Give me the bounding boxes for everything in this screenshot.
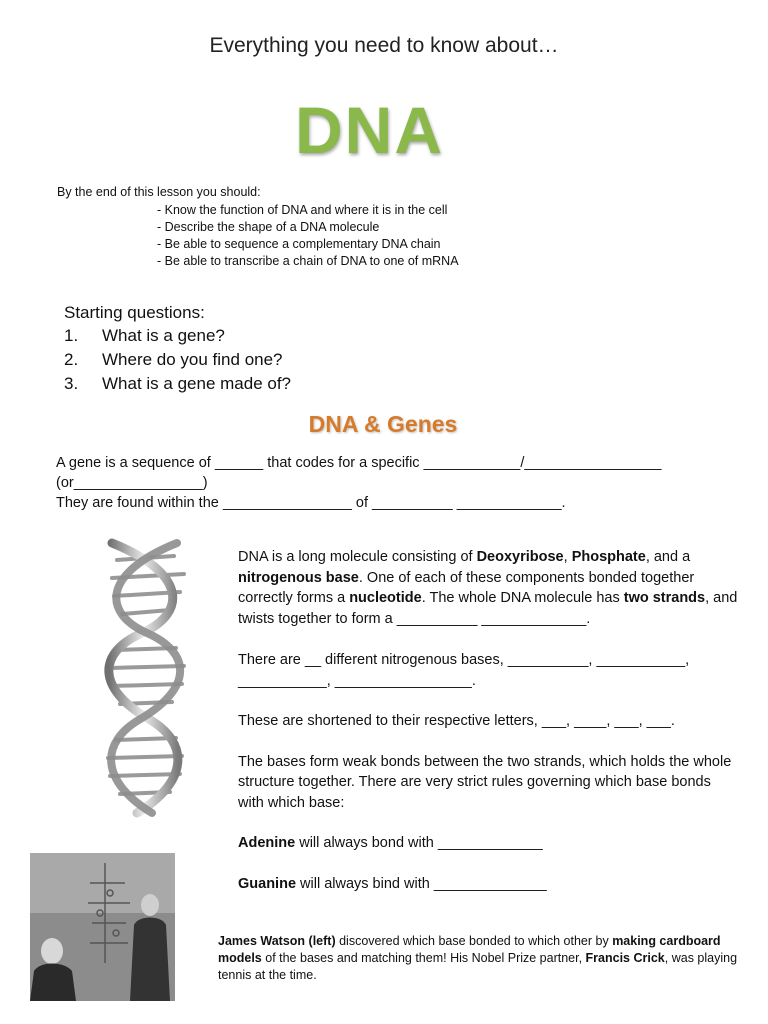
section-heading-text: DNA & Genes <box>308 411 458 437</box>
text-run: , and a <box>645 549 691 565</box>
gene-fill-line-2: (or________________) <box>56 475 208 491</box>
dna-helix-image <box>92 538 202 823</box>
paragraph-bonds: The bases form weak bonds between the two strands, which holds the whole structure together. There are very strict rules governing which base bonds with which base: <box>238 753 732 811</box>
watson-crick-photo <box>30 853 175 1001</box>
text-run: , was playing tennis at the time. <box>218 951 738 982</box>
question-number: 1. <box>64 326 79 345</box>
caption-models: making cardboard models <box>218 934 721 965</box>
text-run: of the bases and matching them! His Nobel Prize partner, <box>261 951 586 965</box>
question-text: What is a gene made of? <box>102 374 292 393</box>
dna-logo-word: DNA <box>295 93 444 167</box>
starting-questions-list <box>64 324 291 396</box>
question-text: Where do you find one? <box>102 350 283 369</box>
section-heading-dna-genes <box>0 411 768 438</box>
term-guanine: Guanine <box>238 875 297 892</box>
question-item <box>64 324 291 348</box>
term-phosphate: Phosphate <box>571 549 646 565</box>
text-run: will always bind with ______________ <box>296 875 547 892</box>
objective-item: - Be able to sequence a complementary DNA chain <box>157 236 459 253</box>
text-run: . The whole DNA molecule has <box>421 590 624 606</box>
text-run: will always bond with _____________ <box>295 835 543 851</box>
text-run: discovered which base bonded to which other by <box>335 934 613 948</box>
question-number: 3. <box>64 374 79 393</box>
paragraph-dna-structure <box>238 547 738 629</box>
caption-watson: James Watson (left) <box>218 934 336 948</box>
gene-fill-line-1: A gene is a sequence of ______ that codes for a specific ____________/_________________ <box>56 455 662 471</box>
question-text: What is a gene? <box>102 326 225 345</box>
question-item <box>64 348 291 372</box>
term-deoxyribose: Deoxyribose <box>476 549 564 565</box>
objective-item: - Know the function of DNA and where it is in the cell <box>157 202 459 219</box>
paragraph-guanine <box>238 874 738 895</box>
dna-description-column <box>238 547 738 894</box>
text-run: , <box>563 549 572 565</box>
gene-fill-line-3: They are found within the ________________ of __________ _____________. <box>56 495 566 511</box>
paragraph-adenine <box>238 833 738 854</box>
text-run: DNA is a long molecule consisting of <box>238 549 477 565</box>
starting-questions-heading: Starting questions: <box>64 303 205 322</box>
objectives-lead: By the end of this lesson you should: <box>57 185 261 199</box>
text-run: , and twists together to form a __________ _____________. <box>238 590 738 627</box>
objectives-list <box>157 202 459 270</box>
paragraph-letters: These are shortened to their respective letters, ___, ____, ___, ___. <box>238 713 675 729</box>
question-item <box>64 372 291 396</box>
objective-item: - Be able to transcribe a chain of DNA to one of mRNA <box>157 253 459 270</box>
caption-crick: Francis Crick <box>585 951 665 965</box>
photo-caption <box>218 933 753 984</box>
term-nitrogenous-base: nitrogenous base <box>238 569 359 586</box>
page-title: Everything you need to know about… <box>209 34 559 57</box>
paragraph-bases: There are __ different nitrogenous bases, __________, ___________, ___________, _________________. <box>238 652 690 689</box>
objective-item: - Describe the shape of a DNA molecule <box>157 219 459 236</box>
question-number: 2. <box>64 350 79 369</box>
term-nucleotide: nucleotide <box>349 590 422 606</box>
term-two-strands: two strands <box>623 590 706 606</box>
text-run: . One of each of these components bonded together correctly forms a <box>238 569 695 606</box>
term-adenine: Adenine <box>238 835 296 851</box>
